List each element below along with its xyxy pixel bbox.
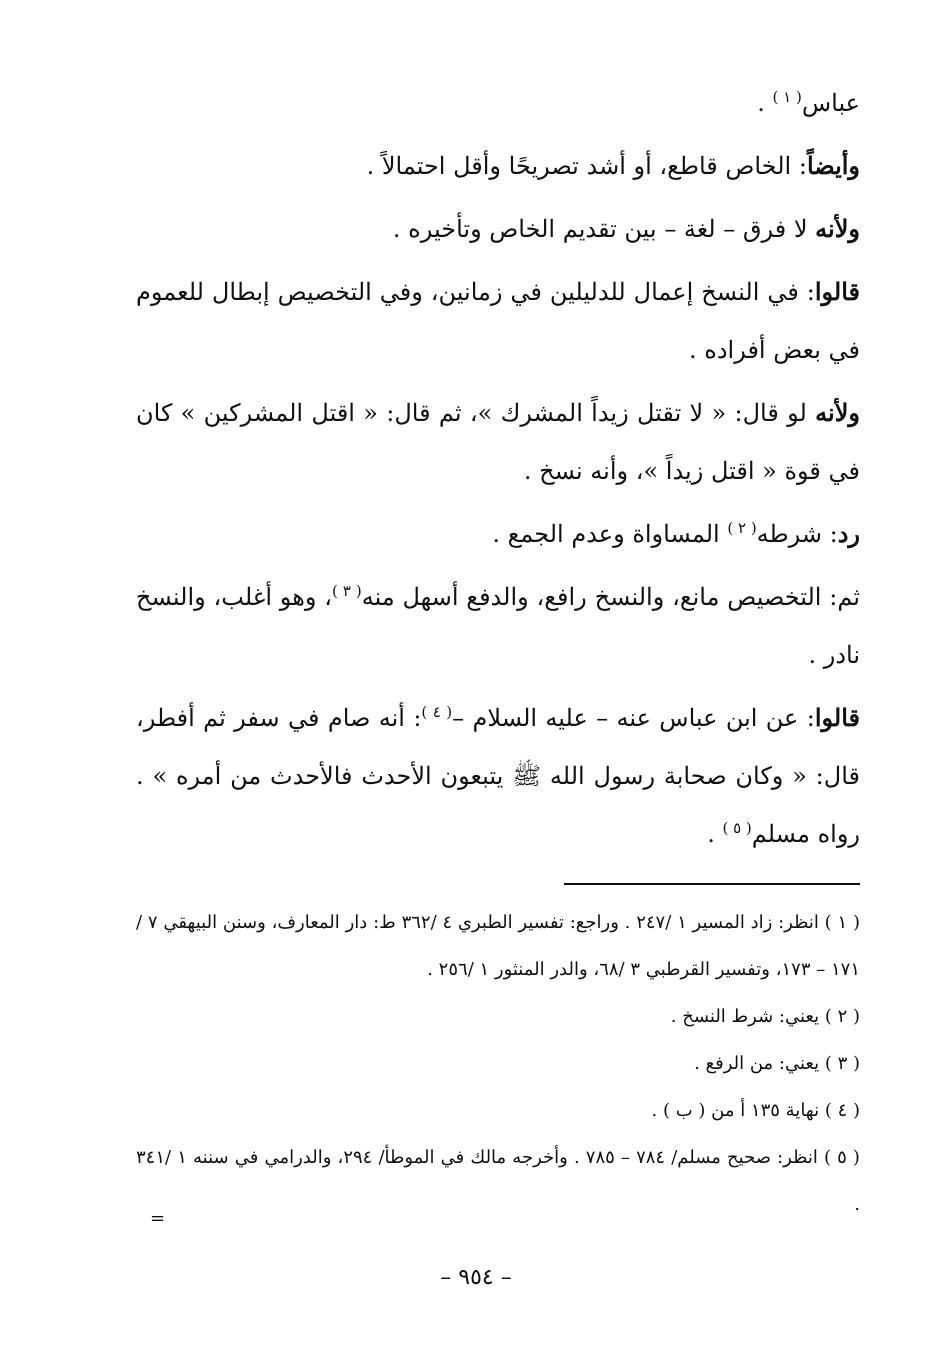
paragraph-6 <box>136 568 860 684</box>
keyword: قالوا <box>814 277 860 306</box>
keyword: وأيضاً <box>806 151 860 180</box>
footnote-text: ( ٥ ) انظر: صحيح مسلم/ ٧٨٤ – ٧٨٥ . وأخرجه مالك في الموطأ/ ٢٩٤، والدرامي في <box>234 1147 860 1168</box>
footnote-ref-1: ( ١ ) <box>772 88 802 106</box>
paragraph-text: لا فرق – لغة – بين تقديم الخاص وتأخيره . <box>392 215 816 243</box>
paragraph-text: لو قال: « لا تقتل زيداً المشرك »، ثم قال: « اقتل المشركين » كان في قوة « اقتل زيداً »، وأنه نسخ . <box>136 399 860 485</box>
footnote-ref-2: ( ٢ ) <box>727 519 757 537</box>
paragraph-1 <box>136 137 860 195</box>
footnote-4 <box>136 1087 860 1134</box>
paragraph-text: ثم: التخصيص مانع، والنسخ رافع، والدفع أسهل منه <box>361 583 861 611</box>
footnote-text: البيهقي ٧ /١٧١ – ١٧٣، وتفسير القرطبي ٣ /٦٨، والدر المنثور ١ /٢٥٦ . <box>136 912 860 980</box>
footnote-ref-4: ( ٤ ) <box>421 703 453 721</box>
keyword: رد <box>837 519 860 548</box>
keyword: ولأنه <box>815 398 860 427</box>
footnote-5 <box>136 1134 860 1228</box>
footnote-text: ( ١ ) انظر: زاد المسير ١ /٢٤٧ . وراجع: تفسير الطبري ٤ /٣٦٢ ط: دار المعارف، وسنن <box>222 912 860 933</box>
footnote-text: ( ٢ ) يعني: شرط النسخ . <box>670 1006 860 1027</box>
footnote-separator <box>564 883 860 885</box>
footnote-ref-5: ( ٥ ) <box>722 819 752 837</box>
paragraph-7 <box>136 689 860 863</box>
footnote-text: ( ٣ ) يعني: من الرفع . <box>694 1053 860 1074</box>
continuation-mark: = <box>150 1208 166 1229</box>
paragraph-text: : الخاص قاطع، أو أشد تصريحًا وأقل احتمالاً . <box>366 152 807 180</box>
paragraph-4 <box>136 384 860 500</box>
paragraph-text: : أنه صام في سفر ثم أفطر، قال: « وكان صحابة رسول الله ﷺ يتبعون الأحدث فالأحدث من أمره » . رواه مسلم <box>136 704 860 848</box>
footnote-text: ( ٤ ) نهاية ١٣٥ أ من ( ب ) . <box>651 1100 860 1121</box>
paragraph-text: : شرطه <box>756 520 838 548</box>
paragraph-text: المساواة وعدم الجمع . <box>492 520 728 548</box>
keyword: ولأنه <box>815 214 860 243</box>
paragraph-text: : عن ابن عباس عنه – عليه السلام – <box>452 704 815 732</box>
paragraph-2 <box>136 200 860 258</box>
footnote-1 <box>136 899 860 993</box>
footnote-ref-3: ( ٣ ) <box>332 582 362 600</box>
paragraph-end: . <box>757 89 773 117</box>
paragraph-text: عباس <box>801 89 860 117</box>
footnotes <box>136 899 860 1228</box>
paragraph-3 <box>136 263 860 379</box>
paragraph-end: . <box>707 820 723 848</box>
paragraph-5 <box>136 505 860 563</box>
footnote-3 <box>136 1040 860 1087</box>
paragraph-0 <box>136 74 860 132</box>
paragraph-text: ، وهو أغلب، والنسخ نادر . <box>136 583 860 669</box>
footnote-text: سننه ١ /٣٤١ . <box>136 1147 860 1215</box>
keyword: قالوا <box>814 703 860 732</box>
footnote-2 <box>136 993 860 1040</box>
paragraph-text: : في النسخ إعمال للدليلين في زمانين، وفي التخصيص إبطال للعموم في بعض أفراده . <box>136 278 860 364</box>
page-number: – ٩٥٤ – <box>440 1265 512 1290</box>
main-text <box>136 74 860 868</box>
